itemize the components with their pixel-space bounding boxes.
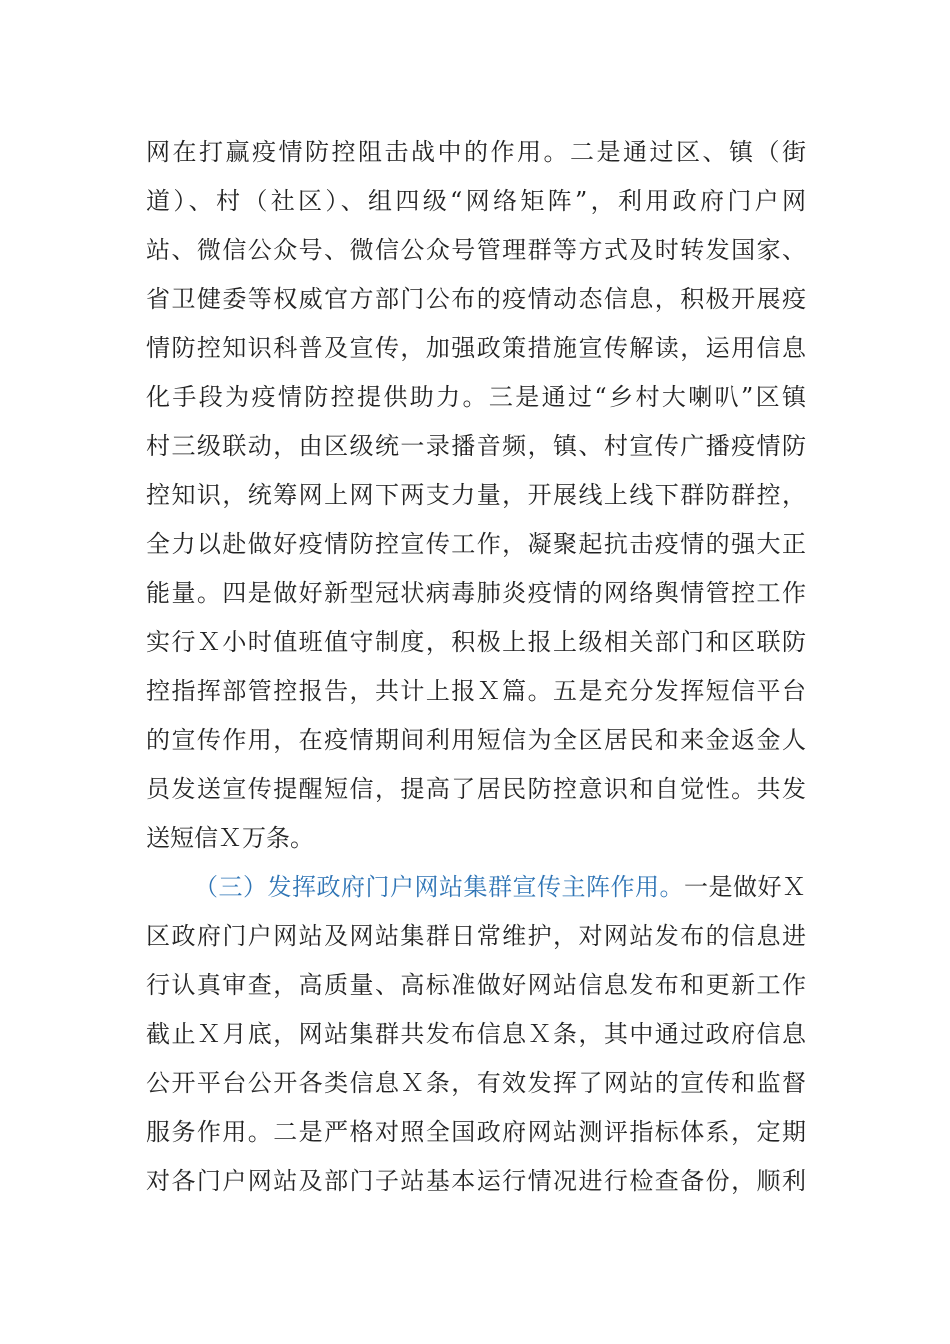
section-heading-line [146,863,806,912]
text-line: 实行Ｘ小时值班值守制度，积极上报上级相关部门和区联防 [146,628,806,656]
text-line: 行认真审查，高质量、高标准做好网站信息发布和更新工作 [146,971,806,999]
section-heading: （三）发挥政府门户网站集群宣传主阵作用。 [194,873,684,901]
text-line: 网在打赢疫情防控阻击战中的作用。二是通过区、镇（街 [146,138,806,166]
text-line: 全力以赴做好疫情防控宣传工作，凝聚起抗击疫情的强大正 [146,530,806,558]
text-fragment: 一是做好Ｘ [684,873,806,901]
text-line: 送短信Ｘ万条。 [146,824,314,852]
text-line: 对各门户网站及部门子站基本运行情况进行检查备份，顺利 [146,1167,806,1195]
text-line: 的宣传作用，在疫情期间利用短信为全区居民和来金返金人 [146,726,806,754]
text-line: 省卫健委等权威官方部门公布的疫情动态信息，积极开展疫 [146,285,806,313]
text-line: 化手段为疫情防控提供助力。三是通过“乡村大喇叭”区镇 [146,383,806,411]
text-line: 控知识，统筹网上网下两支力量，开展线上线下群防群控， [146,481,806,509]
text-line: 公开平台公开各类信息Ｘ条，有效发挥了网站的宣传和监督 [146,1069,806,1097]
text-line: 区政府门户网站及网站集群日常维护，对网站发布的信息进 [146,922,806,950]
text-line: 控指挥部管控报告，共计上报Ｘ篇。五是充分发挥短信平台 [146,677,806,705]
text-line: 能量。四是做好新型冠状病毒肺炎疫情的网络舆情管控工作 [146,579,806,607]
text-line: 情防控知识科普及宣传，加强政策措施宣传解读，运用信息 [146,334,806,362]
text-line: 员发送宣传提醒短信，提高了居民防控意识和自觉性。共发 [146,775,806,803]
text-line: 服务作用。二是严格对照全国政府网站测评指标体系，定期 [146,1118,806,1146]
text-line: 截止Ｘ月底，网站集群共发布信息Ｘ条，其中通过政府信息 [146,1020,806,1048]
text-line: 站、微信公众号、微信公众号管理群等方式及时转发国家、 [146,236,806,264]
paragraph-1 [146,128,806,863]
document-page [146,128,806,1206]
paragraph-2 [146,863,806,1206]
text-line: 村三级联动，由区级统一录播音频，镇、村宣传广播疫情防 [146,432,806,460]
text-line: 道）、村（社区）、组四级“网络矩阵”，利用政府门户网 [146,187,806,215]
